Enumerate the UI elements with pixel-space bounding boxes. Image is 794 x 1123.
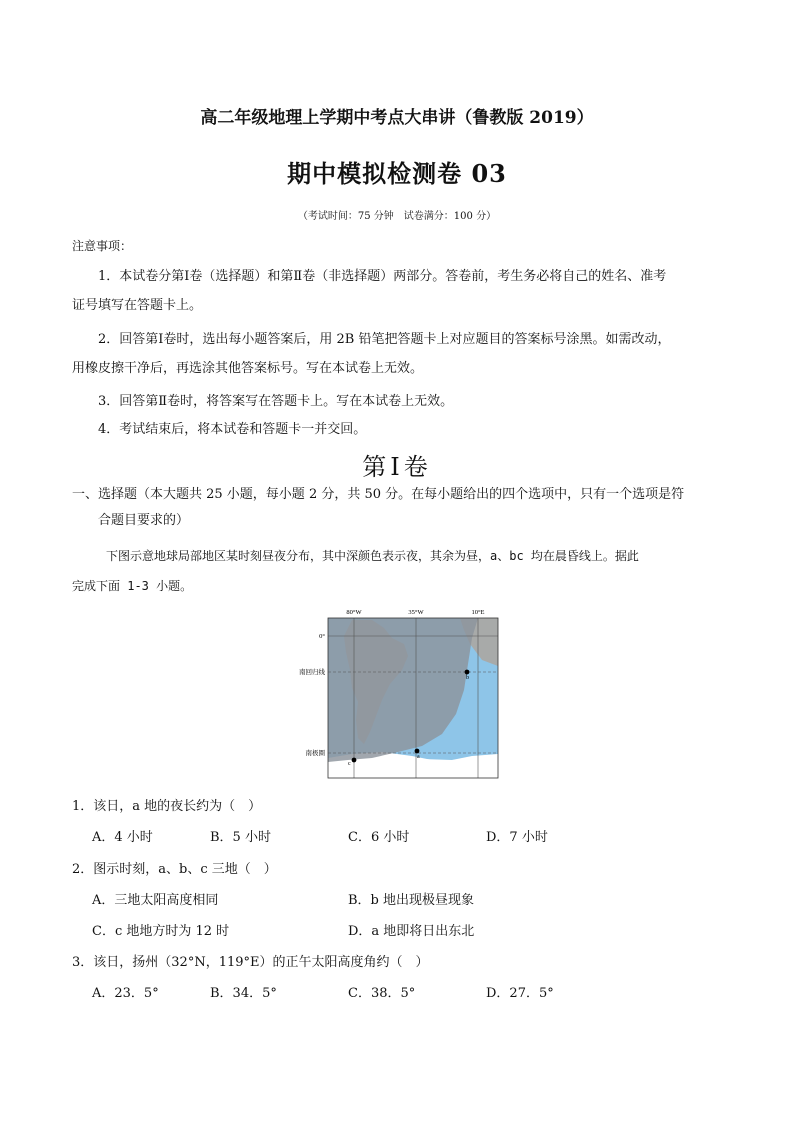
notes-item-2-line-1: 2．回答第Ⅰ卷时，选出每小题答案后，用 2B 铅笔把答题卡上对应题目的答案标号涂黑。如需改动， xyxy=(98,332,671,347)
question-2-option-c: C．c 地地方时为 12 时 xyxy=(92,924,230,939)
question-1-option-b: B．5 小时 xyxy=(210,830,271,845)
point-c-label: c xyxy=(348,761,351,767)
point-a-marker xyxy=(415,749,420,754)
day-night-map-figure xyxy=(292,604,502,784)
notes-item-3: 3．回答第Ⅱ卷时，将答案写在答题卡上。写在本试卷上无效。 xyxy=(98,394,454,409)
question-2-stem: 2．图示时刻，a、b、c 三地（ ） xyxy=(72,862,277,877)
lon-label-10e: 10°E xyxy=(471,609,485,616)
part-heading-line-1: 一、选择题（本大题共 25 小题，每小题 2 分，共 50 分。在每小题给出的四个选项中，只有一个选项是符 xyxy=(72,487,685,502)
intro-line-1: 下图示意地球局部地区某时刻昼夜分布，其中深颜色表示夜，其余为昼，a、bc 均在晨昏线上。据此 xyxy=(106,549,639,563)
exam-title: 期中模拟检测卷 03 xyxy=(287,159,507,188)
intro-line-2: 完成下面 1-3 小题。 xyxy=(72,579,193,593)
lat-label-equator: 0° xyxy=(319,633,325,640)
question-1-option-d: D．7 小时 xyxy=(486,830,548,845)
question-2-option-b: B．b 地出现极昼现象 xyxy=(348,893,475,908)
point-b-marker xyxy=(465,670,470,675)
exam-info: （考试时间：75 分钟 试卷满分：100 分） xyxy=(297,211,497,222)
lat-label-antarctic-circle: 南极圈 xyxy=(305,750,325,757)
question-1-option-c: C．6 小时 xyxy=(348,830,410,845)
point-b-label: b xyxy=(466,675,469,681)
question-3-option-d: D．27．5° xyxy=(486,986,554,1001)
lon-label-35w: 35°W xyxy=(408,609,424,616)
exam-subtitle: 高二年级地理上学期中考点大串讲（鲁教版 2019） xyxy=(200,108,594,128)
lat-label-tropic: 南回归线 xyxy=(299,669,325,676)
notes-item-1-line-1: 1．本试卷分第Ⅰ卷（选择题）和第Ⅱ卷（非选择题）两部分。答卷前，考生务必将自己的姓名、准考 xyxy=(98,269,667,284)
question-3-option-a: A．23．5° xyxy=(92,986,159,1001)
question-2-option-d: D．a 地即将日出东北 xyxy=(348,924,475,939)
question-2-option-a: A．三地太阳高度相同 xyxy=(92,893,219,908)
part-heading-line-2: 合题目要求的） xyxy=(98,513,190,528)
notes-item-4: 4．考试结束后，将本试卷和答题卡一并交回。 xyxy=(98,422,367,437)
question-3-option-b: B．34．5° xyxy=(210,986,277,1001)
section-title: 第Ⅰ卷 xyxy=(362,453,432,481)
question-1-stem: 1．该日，a 地的夜长约为（ ） xyxy=(72,799,262,814)
notes-item-1-line-2: 证号填写在答题卡上。 xyxy=(72,298,203,313)
question-1-option-a: A．4 小时 xyxy=(92,830,153,845)
point-c-marker xyxy=(352,758,357,763)
question-3-option-c: C．38．5° xyxy=(348,986,416,1001)
notes-item-2-line-2: 用橡皮擦干净后，再选涂其他答案标号。写在本试卷上无效。 xyxy=(72,361,424,376)
lon-label-80w: 80°W xyxy=(346,609,362,616)
question-3-stem: 3．该日，扬州（32°N，119°E）的正午太阳高度角约（ ） xyxy=(72,955,429,970)
notes-heading: 注意事项： xyxy=(72,239,133,253)
point-a-label: a xyxy=(417,754,420,760)
